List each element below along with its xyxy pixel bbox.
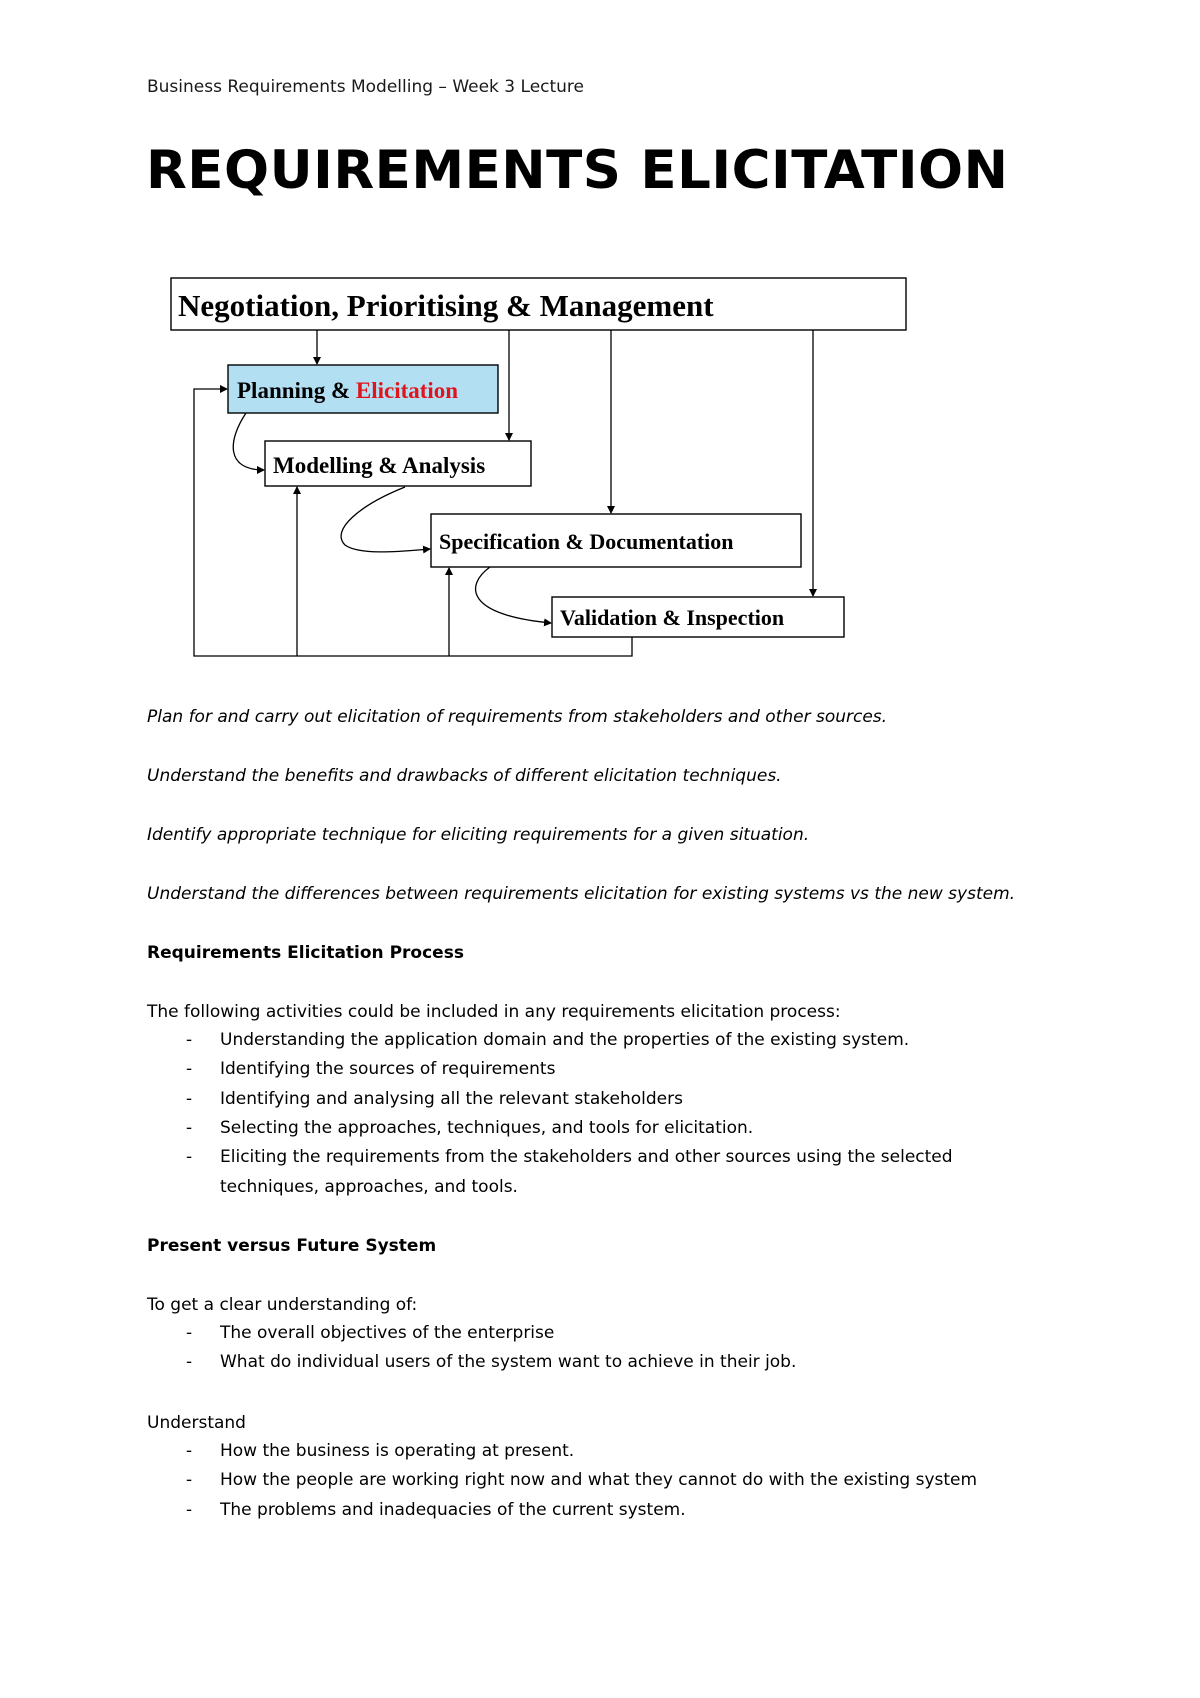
planning-label bbox=[237, 378, 458, 403]
objective-4: Understand the differences between requirements elicitation for existing systems vs the new system. bbox=[147, 884, 1016, 904]
objective-2: Understand the benefits and drawbacks of different elicitation techniques. bbox=[147, 766, 782, 786]
arrow-modelling-to-specification bbox=[341, 487, 430, 552]
elicitation-highlight: Elicitation bbox=[355, 378, 459, 403]
objective-1: Plan for and carry out elicitation of requirements from stakeholders and other sources. bbox=[147, 707, 888, 727]
planning-prefix: Planning & bbox=[237, 378, 356, 403]
validation-label: Validation & Inspection bbox=[560, 605, 785, 630]
list-item: - The overall objectives of the enterprise bbox=[147, 1319, 796, 1348]
present-future-intro: To get a clear understanding of: bbox=[147, 1295, 418, 1315]
page-title: REQUIREMENTS ELICITATION bbox=[146, 140, 1009, 201]
arrow-specification-to-validation bbox=[476, 567, 551, 623]
modelling-label: Modelling & Analysis bbox=[273, 453, 486, 478]
specification-label: Specification & Documentation bbox=[439, 529, 734, 554]
arrow-planning-to-modelling bbox=[233, 413, 264, 470]
process-intro: The following activities could be included in any requirements elicitation process: bbox=[147, 1002, 841, 1022]
list-item-continuation: techniques, approaches, and tools. bbox=[220, 1177, 518, 1197]
objective-3: Identify appropriate technique for eliciting requirements for a given situation. bbox=[147, 825, 810, 845]
list-item: - Understanding the application domain and the properties of the existing system. bbox=[147, 1026, 953, 1055]
understand-label: Understand bbox=[147, 1413, 246, 1433]
list-item: - How the people are working right now and what they cannot do with the existing system bbox=[147, 1466, 977, 1495]
understand-list bbox=[147, 1437, 977, 1525]
process-list bbox=[147, 1026, 953, 1172]
list-item: - Identifying the sources of requirements bbox=[147, 1055, 953, 1084]
present-future-heading: Present versus Future System bbox=[147, 1236, 437, 1256]
objectives-list bbox=[147, 1319, 796, 1378]
requirements-process-diagram bbox=[0, 0, 1200, 700]
process-heading: Requirements Elicitation Process bbox=[147, 943, 464, 963]
list-item: - The problems and inadequacies of the current system. bbox=[147, 1496, 977, 1525]
negotiation-label: Negotiation, Prioritising & Management bbox=[178, 288, 714, 323]
list-item: - Selecting the approaches, techniques, and tools for elicitation. bbox=[147, 1114, 953, 1143]
list-item: - Identifying and analysing all the relevant stakeholders bbox=[147, 1085, 953, 1114]
list-item: - How the business is operating at present. bbox=[147, 1437, 977, 1466]
list-item: - Eliciting the requirements from the stakeholders and other sources using the selected bbox=[147, 1143, 953, 1172]
document-header: Business Requirements Modelling – Week 3 Lecture bbox=[147, 77, 585, 97]
list-item: - What do individual users of the system want to achieve in their job. bbox=[147, 1348, 796, 1377]
